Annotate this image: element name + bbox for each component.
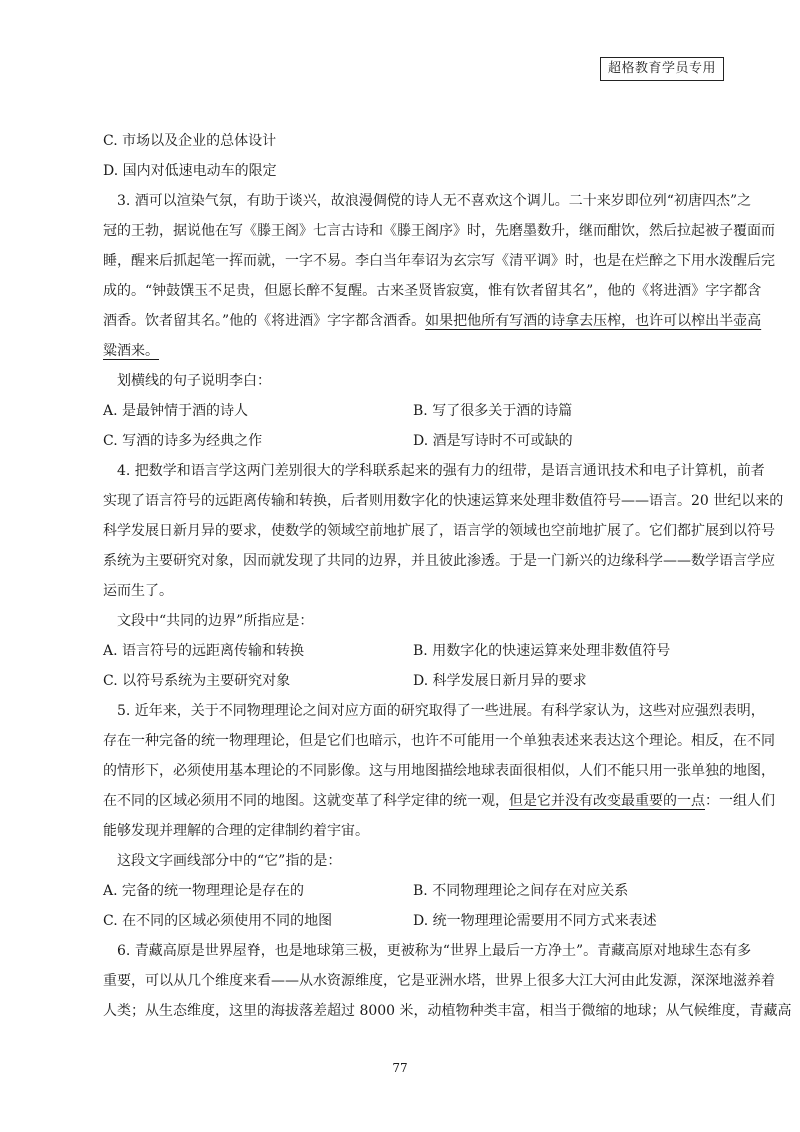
q5-option-d: D. 统一物理理论需要用不同方式来表述 — [413, 913, 657, 929]
q3-option-c: C. 写酒的诗多为经典之作 — [103, 433, 263, 449]
q3-option-b: B. 写了很多关于酒的诗篇 — [413, 403, 573, 419]
q4-line-5: 运而生了。 — [103, 583, 173, 599]
q4-line-4: 系统为主要研究对象，因而就发现了共同的边界，并且彼此渗透。于是一门新兴的边缘科学——数学语言学应 — [103, 553, 775, 569]
q5-option-b: B. 不同物理理论之间存在对应关系 — [413, 883, 629, 899]
q3-line-2: 冠的王勃，据说他在写《滕王阁》七言古诗和《滕王阁序》时，先磨墨数升，继而酣饮，然后拉起被子覆面而 — [103, 223, 775, 239]
q5-line-5: 能够发现并理解的合理的定律制约着宇宙。 — [103, 823, 369, 839]
q5-line-4 — [103, 786, 775, 816]
q3-line-5 — [103, 306, 762, 336]
q3-option-d: D. 酒是写诗时不可或缺的 — [413, 433, 573, 449]
q2-option-c: C. 市场以及企业的总体设计 — [103, 133, 277, 149]
q3-line-4: 成的。“钟鼓馔玉不足贵，但愿长醉不复醒。古来圣贤皆寂寞，惟有饮者留其名”，他的《将进酒》字字都含 — [103, 283, 762, 299]
q5-line-3: 的情形下，必须使用基本理论的不同影像。这与用地图描绘地球表面很相似，人们不能只用一张单独的地图， — [103, 763, 775, 779]
page-header-badge: 超格教育学员专用 — [600, 57, 724, 81]
q3-line-3: 睡，醒来后抓起笔一挥而就，一字不易。李白当年奉诏为玄宗写《清平调》时，也是在烂醉之下用水泼醒后完 — [103, 253, 775, 269]
page-number: 77 — [392, 1061, 408, 1075]
q3-options-row-2 — [103, 426, 725, 456]
q3-options-row-1 — [103, 396, 725, 426]
q2-option-d: D. 国内对低速电动车的限定 — [103, 163, 277, 179]
q5-line-4-tail: ：一组人们 — [705, 793, 775, 809]
q4-line-2: 实现了语言符号的远距离传输和转换，后者则用数字化的快速运算来处理非数值符号——语言。20 世纪以来的 — [103, 493, 784, 509]
q4-line-1: 4. 把数学和语言学这两门差别很大的学科联系起来的强有力的纽带，是语言通讯技术和电子计算机，前者 — [117, 463, 765, 479]
q3-prompt: 划横线的句子说明李白： — [117, 373, 271, 389]
q5-line-2: 存在一种完备的统一物理理论，但是它们也暗示，也许不可能用一个单独表述来表达这个理论。相反，在不同 — [103, 733, 775, 749]
q6-line-3: 人类；从生态维度，这里的海拔落差超过 8000 米，动植物种类丰富，相当于微缩的地球；从气候维度，青藏高 — [103, 1003, 792, 1019]
q5-line-4-plain: 在不同的区域必须用不同的地图。这就变革了科学定律的统一观， — [103, 793, 509, 809]
q3-line-1: 3. 酒可以渲染气氛，有助于谈兴，故浪漫倜傥的诗人无不喜欢这个调儿。二十来岁即位列“初唐四杰”之 — [117, 193, 752, 209]
q4-option-c: C. 以符号系统为主要研究对象 — [103, 673, 291, 689]
q4-option-b: B. 用数字化的快速运算来处理非数值符号 — [413, 643, 671, 659]
q5-line-1: 5. 近年来，关于不同物理理论之间对应方面的研究取得了一些进展。有科学家认为，这些对应强烈表明， — [117, 703, 765, 719]
q4-prompt: 文段中“共同的边界”所指应是： — [117, 613, 314, 629]
q6-line-2: 重要，可以从几个维度来看——从水资源维度，它是亚洲水塔，世界上很多大江大河由此发源，深深地滋养着 — [103, 973, 775, 989]
q3-option-a: A. 是最钟情于酒的诗人 — [103, 403, 249, 419]
q3-underlined-sentence-part-1: 如果把他所有写酒的诗拿去压榨，也许可以榨出半壶高 — [425, 313, 762, 329]
q4-options-row-1 — [103, 636, 725, 666]
q5-options-row-2 — [103, 906, 725, 936]
q5-options-row-1 — [103, 876, 725, 906]
q5-prompt: 这段文字画线部分中的“它”指的是： — [117, 853, 342, 869]
q5-option-a: A. 完备的统一物理理论是存在的 — [103, 883, 305, 899]
q6-line-1: 6. 青藏高原是世界屋脊，也是地球第三极，更被称为“世界上最后一方净土”。青藏高原对地球生态有多 — [117, 943, 752, 959]
q4-option-d: D. 科学发展日新月异的要求 — [413, 673, 587, 689]
q3-underlined-sentence-part-2: 粱酒来。 — [103, 343, 159, 359]
q3-line-5-plain: 酒香。饮者留其名。”他的《将进酒》字字都含酒香。 — [103, 313, 426, 329]
q3-line-6 — [103, 336, 725, 366]
document-body — [103, 126, 792, 1026]
q4-options-row-2 — [103, 666, 725, 696]
q4-line-3: 科学发展日新月异的要求，使数学的领域空前地扩展了，语言学的领域也空前地扩展了。它们都扩展到以符号 — [103, 523, 775, 539]
q5-underlined-phrase: 但是它并没有改变最重要的一点 — [509, 793, 705, 809]
q4-option-a: A. 语言符号的远距离传输和转换 — [103, 643, 305, 659]
q5-option-c: C. 在不同的区域必须使用不同的地图 — [103, 913, 333, 929]
